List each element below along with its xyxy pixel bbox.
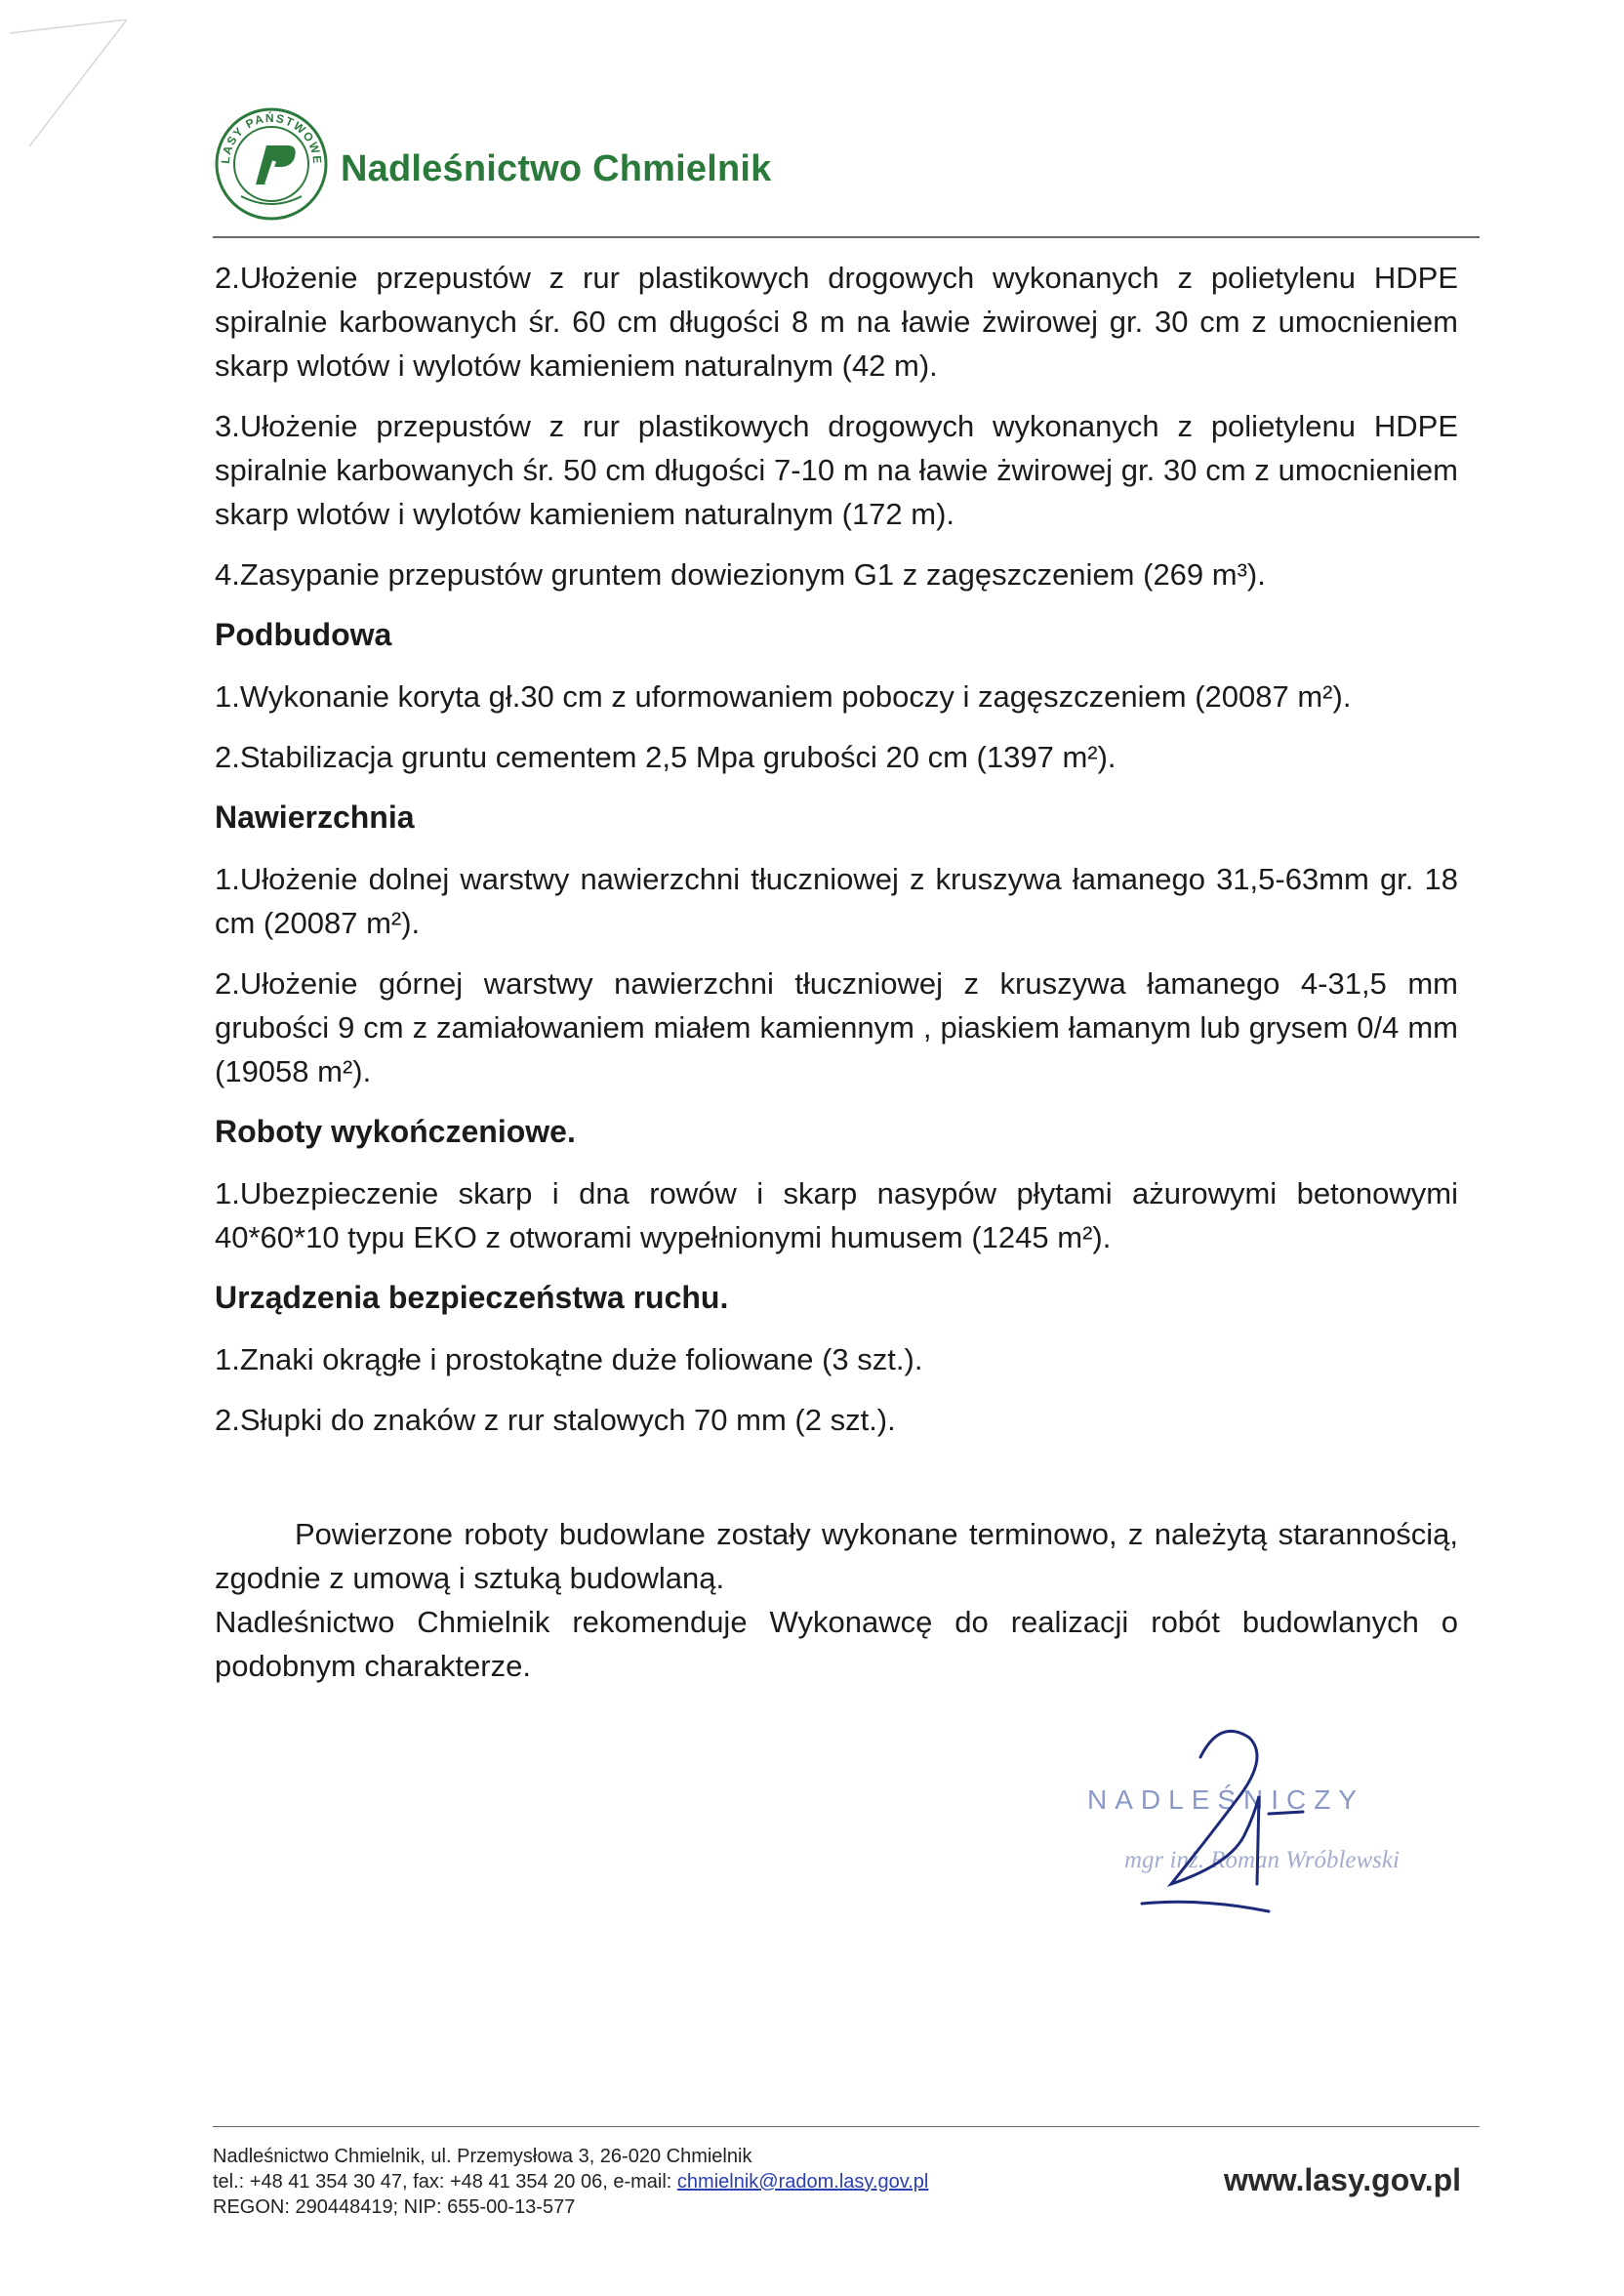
footer-divider: [213, 2126, 1480, 2127]
header-divider: [213, 236, 1480, 238]
list-item: 1.Ułożenie dolnej warstwy nawierzchni tłuczniowej z kruszywa łamanego 31,5-63mm gr. 18 cm (20087 m²).: [215, 862, 1458, 940]
footer-contact: [213, 2144, 928, 2220]
list-item: 1.Wykonanie koryta gł.30 cm z uformowaniem poboczy i zagęszczeniem (20087 m²).: [215, 679, 1352, 714]
footer-registry: REGON: 290448419; NIP: 655-00-13-577: [213, 2196, 576, 2218]
document-body: [215, 256, 1458, 1688]
website-link[interactable]: www.lasy.gov.pl: [1224, 2162, 1462, 2197]
email-link[interactable]: chmielnik@radom.lasy.gov.pl: [676, 2171, 929, 2193]
list-item: 1.Ubezpieczenie skarp i dna rowów i skarp nasypów płytami ażurowymi betonowymi 40*60*10 typu EKO z otworami wypełnionymi humusem (1245 m²).: [215, 1176, 1458, 1254]
section-heading: Podbudowa: [215, 617, 392, 652]
closing-statement: [215, 1512, 1458, 1688]
letterhead: [210, 102, 772, 226]
list-item: 2.Ułożenie górnej warstwy nawierzchni tłuczniowej z kruszywa łamanego 4-31,5 mm grubości 9 cm z zamiałowaniem miałem kamiennym , piaskiem łamanym lub grysem 0/4 mm (19058 m²).: [215, 966, 1458, 1088]
logo-text: LASY PAŃSTWOWE: [218, 110, 325, 166]
stamp-name: mgr inż. Roman Wróblewski: [1124, 1847, 1400, 1873]
closing-paragraph: Powierzone roboty budowlane zostały wykonane terminowo, z należytą starannością, zgodnie z umową i sztuką budowlaną.: [215, 1517, 1458, 1595]
organization-name: Nadleśnictwo Chmielnik: [341, 147, 772, 189]
section-heading: Nawierzchnia: [215, 800, 415, 835]
section-heading: Roboty wykończeniowe.: [215, 1114, 576, 1149]
stamp-title: NADLEŚNICZY: [1087, 1784, 1365, 1815]
scan-fold-mark: [10, 20, 137, 146]
footer-address: Nadleśnictwo Chmielnik, ul. Przemysłowa 3, 26-020 Chmielnik: [213, 2146, 752, 2167]
section-heading: Urządzenia bezpieczeństwa ruchu.: [215, 1280, 729, 1315]
list-item: 2.Ułożenie przepustów z rur plastikowych drogowych wykonanych z polietylenu HDPE spiralnie karbowanych śr. 60 cm długości 8 m na ławie żwirowej gr. 30 cm z umocnieniem skarp wlotów i wylotów kamieniem naturalnym (42 m).: [215, 261, 1458, 383]
handwritten-signature: [1074, 1718, 1405, 1933]
list-item: 2.Stabilizacja gruntu cementem 2,5 Mpa grubości 20 cm (1397 m²).: [215, 740, 1116, 774]
list-item: 3.Ułożenie przepustów z rur plastikowych drogowych wykonanych z polietylenu HDPE spiralnie karbowanych śr. 50 cm długości 7-10 m na ławie żwirowej gr. 30 cm z umocnieniem skarp wlotów i wylotów kamieniem naturalnym (172 m).: [215, 409, 1458, 531]
footer-phone-fax: tel.: +48 41 354 30 47, fax: +48 41 354 20 06, e-mail:: [213, 2171, 677, 2193]
signature-block: [1074, 1718, 1405, 1933]
list-item: 2.Słupki do znaków z rur stalowych 70 mm (2 szt.).: [215, 1403, 896, 1437]
list-item: 4.Zasypanie przepustów gruntem dowiezionym G1 z zagęszczeniem (269 m³).: [215, 557, 1266, 592]
list-item: 1.Znaki okrągłe i prostokątne duże foliowane (3 szt.).: [215, 1342, 923, 1376]
lasy-panstwowe-logo: [210, 102, 333, 226]
footer-phone-line: [213, 2169, 928, 2194]
closing-paragraph: Nadleśnictwo Chmielnik rekomenduje Wykonawcę do realizacji robót budowlanych o podobnym charakterze.: [215, 1605, 1458, 1683]
